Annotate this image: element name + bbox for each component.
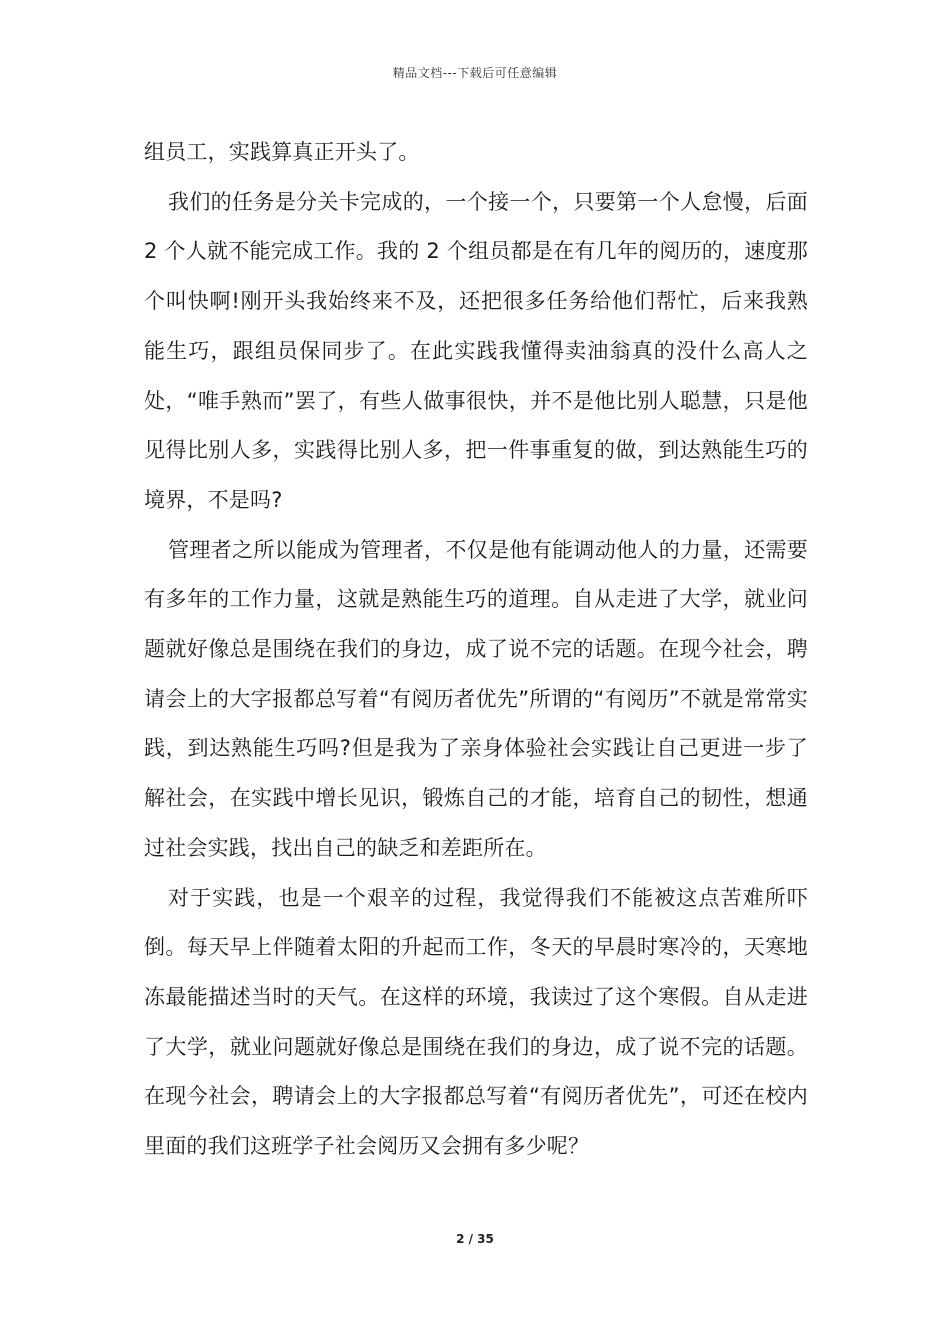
paragraph: 组员工，实践算真正开头了。: [144, 140, 420, 164]
page-header: 精品文档---下载后可任意编辑: [392, 66, 558, 80]
paragraph: 对于实践，也是一个艰辛的过程，我觉得我们不能被这点苦难所吓倒。每天早上伴随着太阳的升起而工作，冬天的早晨时寒冷的，天寒地冻最能描述当时的天气。在这样的环境，我读过了这个寒假。自从走进了大学，就业问题就好像总是围绕在我们的身边，成了说不完的话题。在现今社会，聘请会上的大字报都总写着“有阅历者优先”，可还在校内里面的我们这班学子社会阅历又会拥有多少呢？: [144, 885, 808, 1159]
paragraph: 我们的任务是分关卡完成的，一个接一个，只要第一个人怠慢，后面 2 个人就不能完成工作。我的 2 个组员都是在有几年的阅历的，速度那个叫快啊!刚开头我始终来不及，还把很多任务给他们帮忙，后来我熟能生巧，跟组员保同步了。在此实践我懂得卖油翁真的没什么高人之处，“唯手熟而”罢了，有些人做事很快，并不是他比别人聪慧，只是他见得比别人多，实践得比别人多，把一件事重复的做，到达熟能生巧的境界，不是吗?: [144, 189, 808, 512]
paragraph: 管理者之所以能成为管理者，不仅是他有能调动他人的力量，还需要有多年的工作力量，这就是熟能生巧的道理。自从走进了大学，就业问题就好像总是围绕在我们的身边，成了说不完的话题。在现今社会，聘请会上的大字报都总写着“有阅历者优先”所谓的“有阅历”不就是常常实践，到达熟能生巧吗?但是我为了亲身体验社会实践让自己更进一步了解社会，在实践中增长见识，锻炼自己的才能，培育自己的韧性，想通过社会实践，找出自己的缺乏和差距所在。: [144, 537, 808, 860]
page-number: 2 / 35: [456, 1232, 494, 1246]
document-body: [144, 128, 808, 1172]
